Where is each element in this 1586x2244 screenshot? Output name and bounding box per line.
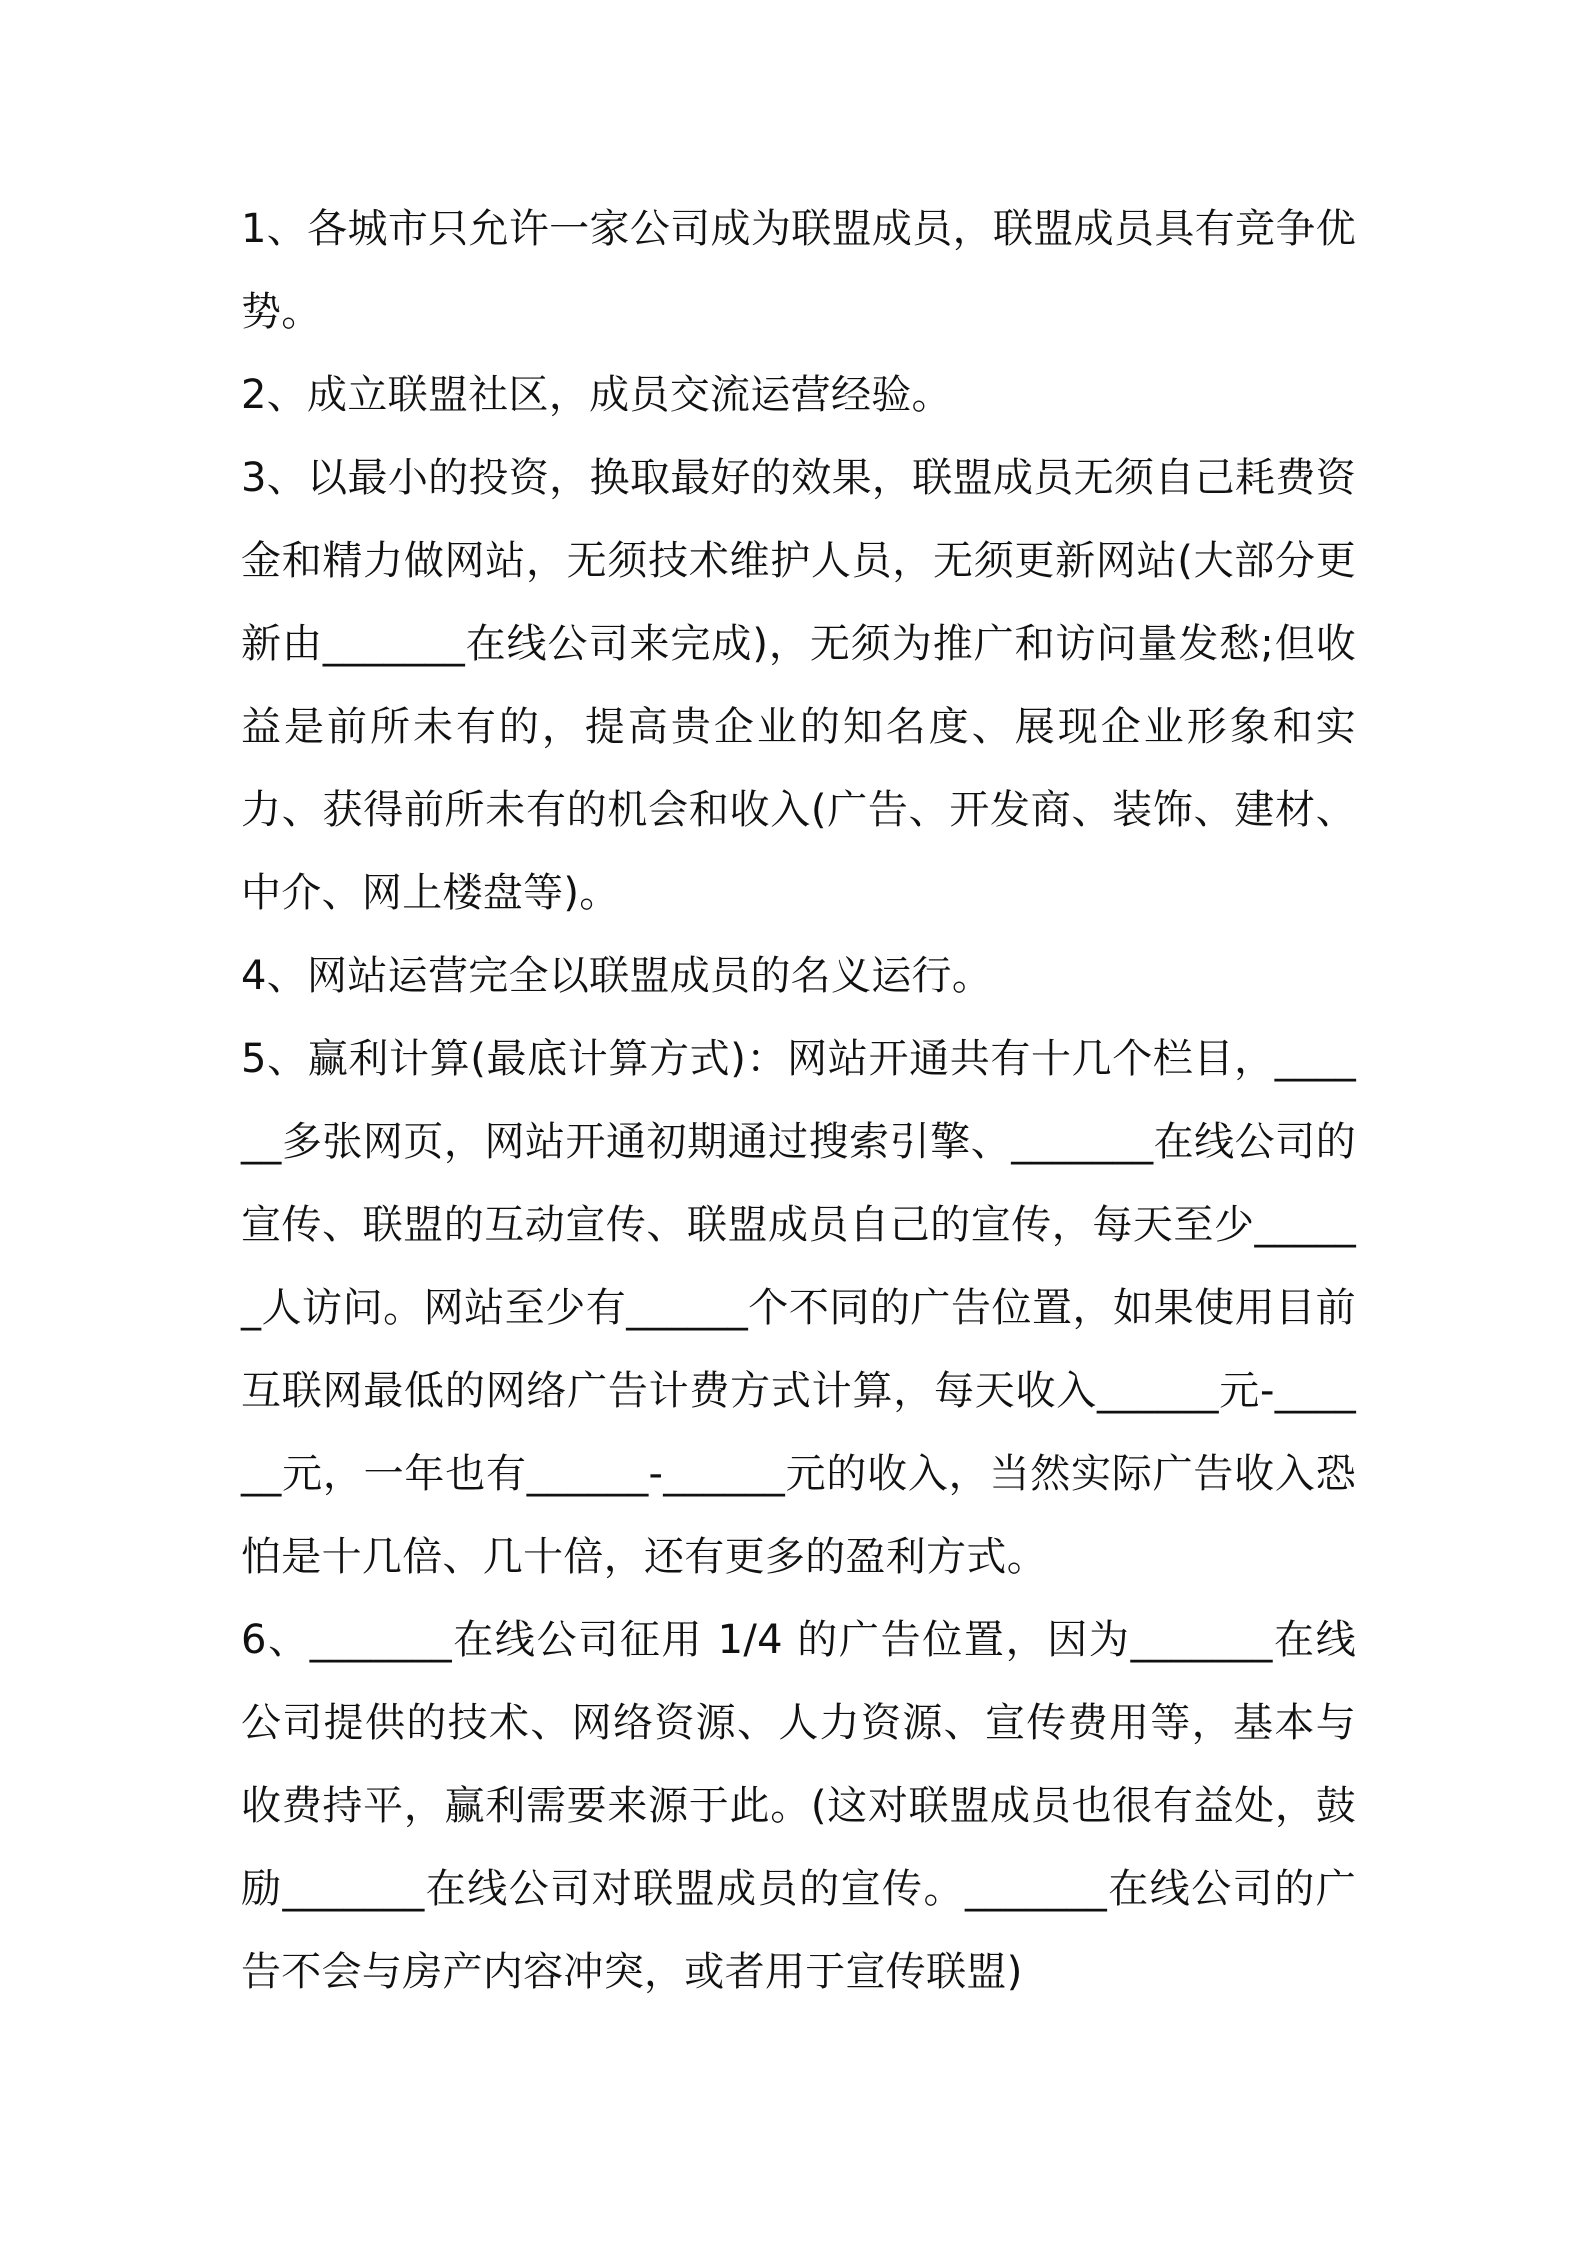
paragraph-2: 2、成立联盟社区，成员交流运营经验。 <box>241 372 952 418</box>
paragraph-6: 6、_______在线公司征用 1/4 的广告位置，因为_______在线公司提供的技术、网络资源、人力资源、宣传费用等，基本与收费持平，赢利需要来源于此。(这对联盟成员也很有益处，鼓励_______在线公司对联盟成员的宣传。_______在线公司的广告不会与房产内容冲突，或者用于宣传联盟) <box>241 1617 1356 1995</box>
paragraph-4: 4、网站运营完全以联盟成员的名义运行。 <box>241 953 993 999</box>
paragraph-3: 3、以最小的投资，换取最好的效果，联盟成员无须自己耗费资金和精力做网站，无须技术维护人员，无须更新网站(大部分更新由_______在线公司来完成)，无须为推广和访问量发愁;但收益是前所未有的，提高贵企业的知名度、展现企业形象和实力、获得前所未有的机会和收入(广告、开发商、装饰、建材、中介、网上楼盘等)。 <box>241 455 1356 916</box>
paragraph-5: 5、赢利计算(最底计算方式)：网站开通共有十几个栏目，______多张网页，网站开通初期通过搜索引擎、_______在线公司的宣传、联盟的互动宣传、联盟成员自己的宣传，每天至少______人访问。网站至少有______个不同的广告位置，如果使用目前互联网最低的网络广告计费方式计算，每天收入______元-______元，一年也有______-______元的收入，当然实际广告收入恐怕是十几倍、几十倍，还有更多的盈利方式。 <box>241 1036 1356 1580</box>
document-body <box>241 188 1356 2014</box>
paragraph-1: 1、各城市只允许一家公司成为联盟成员，联盟成员具有竞争优势。 <box>241 206 1356 335</box>
